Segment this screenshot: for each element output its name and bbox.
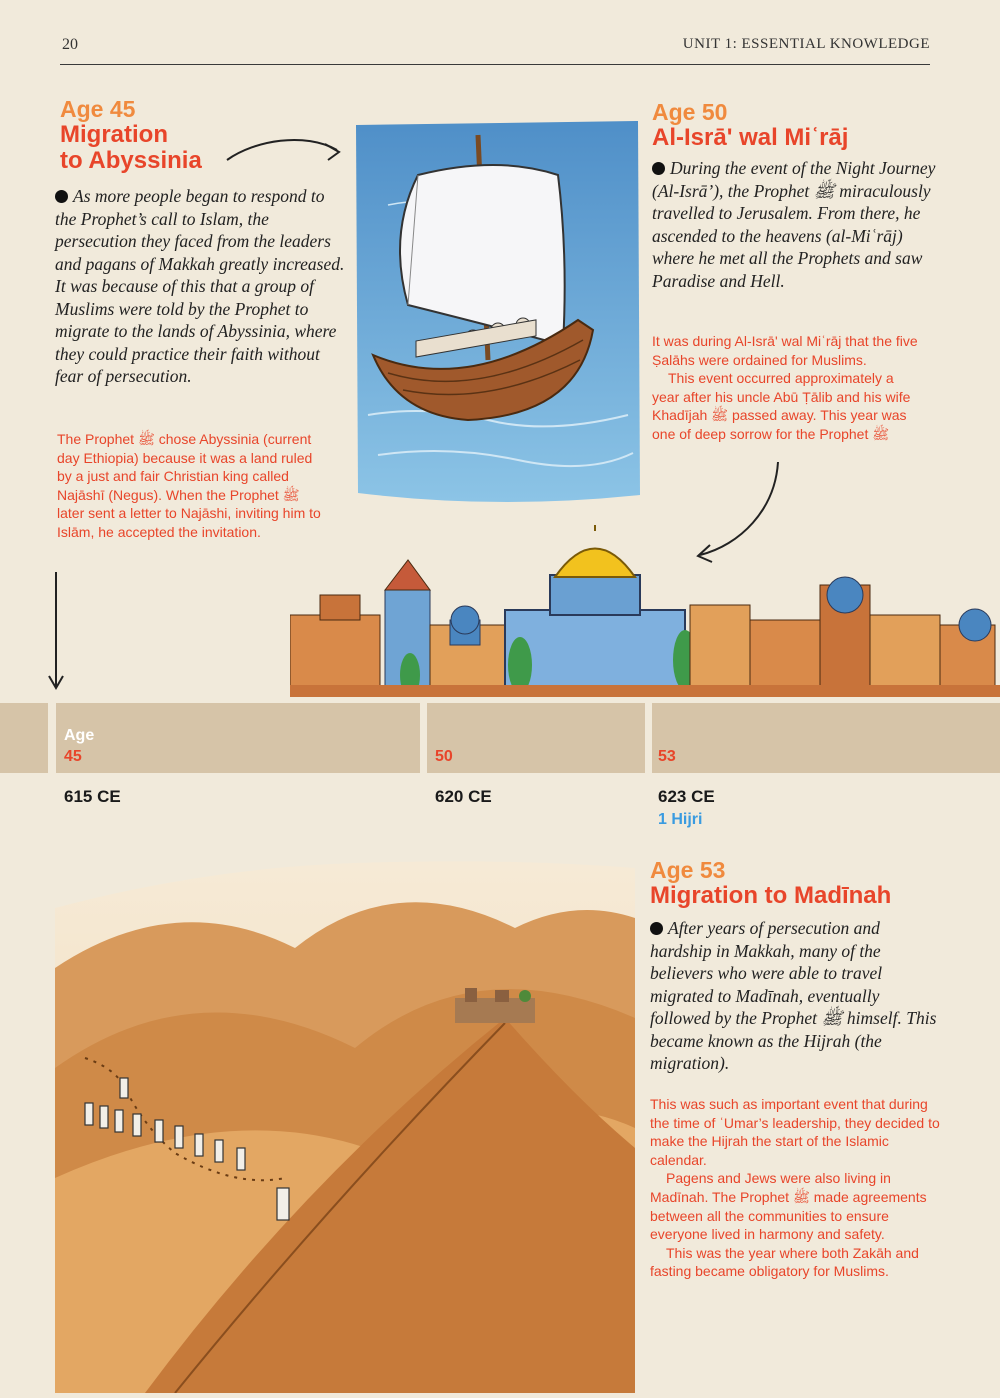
timeline-age-45: 45	[64, 748, 82, 765]
abyssinia-title-line1: Migration	[60, 121, 168, 148]
village-icon	[455, 988, 535, 1023]
madinah-note-p1: This was such as important event that during the time of ʿUmar’s leadership, they decided to make the Hijrah the start of the Islamic calendar.	[650, 1096, 940, 1168]
abyssinia-age: Age 45	[60, 96, 136, 122]
timeline-segment-left-edge	[0, 703, 48, 773]
madinah-body	[650, 917, 940, 1075]
timeline-age-label: Age	[64, 727, 95, 744]
isra-age: Age 50	[652, 99, 728, 125]
timeline-year-615: 615 CE	[64, 787, 121, 806]
abyssinia-title-line2: to Abyssinia	[60, 147, 202, 174]
timeline-year-623: 623 CE	[658, 787, 715, 806]
abyssinia-note-text: The Prophet ﷺ chose Abyssinia (current day Ethiopia) because it was a land ruled by a just and fair Christian king called Najāshī (Negus). When the Prophet ﷺ later sent a letter to Najāshi, inviting him to Islām, he accepted the invitation.	[57, 431, 321, 540]
unit-title: UNIT 1: ESSENTIAL KNOWLEDGE	[682, 36, 930, 52]
madinah-note	[650, 1095, 940, 1281]
bullet-icon	[652, 162, 665, 175]
isra-section	[652, 100, 952, 151]
madinah-note-p3: This was the year where both Zakāh and fasting became obligatory for Muslims.	[650, 1244, 919, 1280]
madinah-note-p2: Pagens and Jews were also living in Madīnah. The Prophet ﷺ made agreements between all the communities to ensure everyone lived in harmony and safety.	[650, 1170, 927, 1243]
isra-body-text: During the event of the Night Journey (Al-Isrā’), the Prophet ﷺ miraculously travelled to Jerusalem. From there, he ascended to the heavens (al-Miʿrāj) where he met all the Prophets and saw Paradise and Hell.	[652, 158, 936, 291]
ship-illustration	[348, 115, 643, 510]
isra-note-p2: This event occurred approximately a year after his uncle Abū Ṭālib and his wife Khadījah ﷺ passed away. This year was one of deep sorrow for the Prophet ﷺ	[652, 370, 911, 442]
page-header	[60, 34, 930, 65]
jerusalem-illustration	[290, 525, 1000, 697]
abyssinia-note	[57, 430, 327, 542]
madinah-body-text: After years of persecution and hardship in Makkah, many of the believers who were able to travel migrated to Madīnah, eventually followed by the Prophet ﷺ himself. This became known as the Hijrah (the migration).	[650, 918, 937, 1073]
curved-arrow-icon	[225, 132, 350, 172]
madinah-section	[650, 858, 970, 909]
abyssinia-body-text: As more people began to respond to the Prophet’s call to Islam, the persecution they faced from the leaders and pagans of Makkah greatly increased. It was because of this that a group of Muslims were told by the Prophet to migrate to the lands of Abyssinia, where they could practice their faith without fear of persecution.	[55, 186, 345, 386]
isra-note	[652, 332, 922, 444]
abyssinia-body	[55, 185, 345, 388]
timeline-age-53: 53	[658, 748, 676, 765]
timeline-age-50: 50	[435, 748, 453, 765]
isra-body	[652, 157, 942, 292]
desert-illustration	[55, 848, 635, 1393]
timeline-segment-615	[56, 703, 420, 773]
timeline-segment-623	[652, 703, 1000, 773]
isra-title: Al-Isrā' wal Miʿrāj	[652, 124, 849, 151]
isra-note-p1: It was during Al-Isrā' wal Miʿrāj that the five Ṣalāhs were ordained for Muslims.	[652, 333, 918, 368]
madinah-title: Migration to Madīnah	[650, 882, 892, 909]
arrow-down-icon	[46, 572, 66, 692]
timeline-hijri: 1 Hijri	[658, 811, 703, 828]
bullet-icon	[650, 922, 663, 935]
page-number: 20	[62, 36, 78, 53]
madinah-age: Age 53	[650, 857, 726, 883]
bullet-icon	[55, 190, 68, 203]
timeline-year-620: 620 CE	[435, 787, 492, 806]
timeline-segment-620	[427, 703, 645, 773]
